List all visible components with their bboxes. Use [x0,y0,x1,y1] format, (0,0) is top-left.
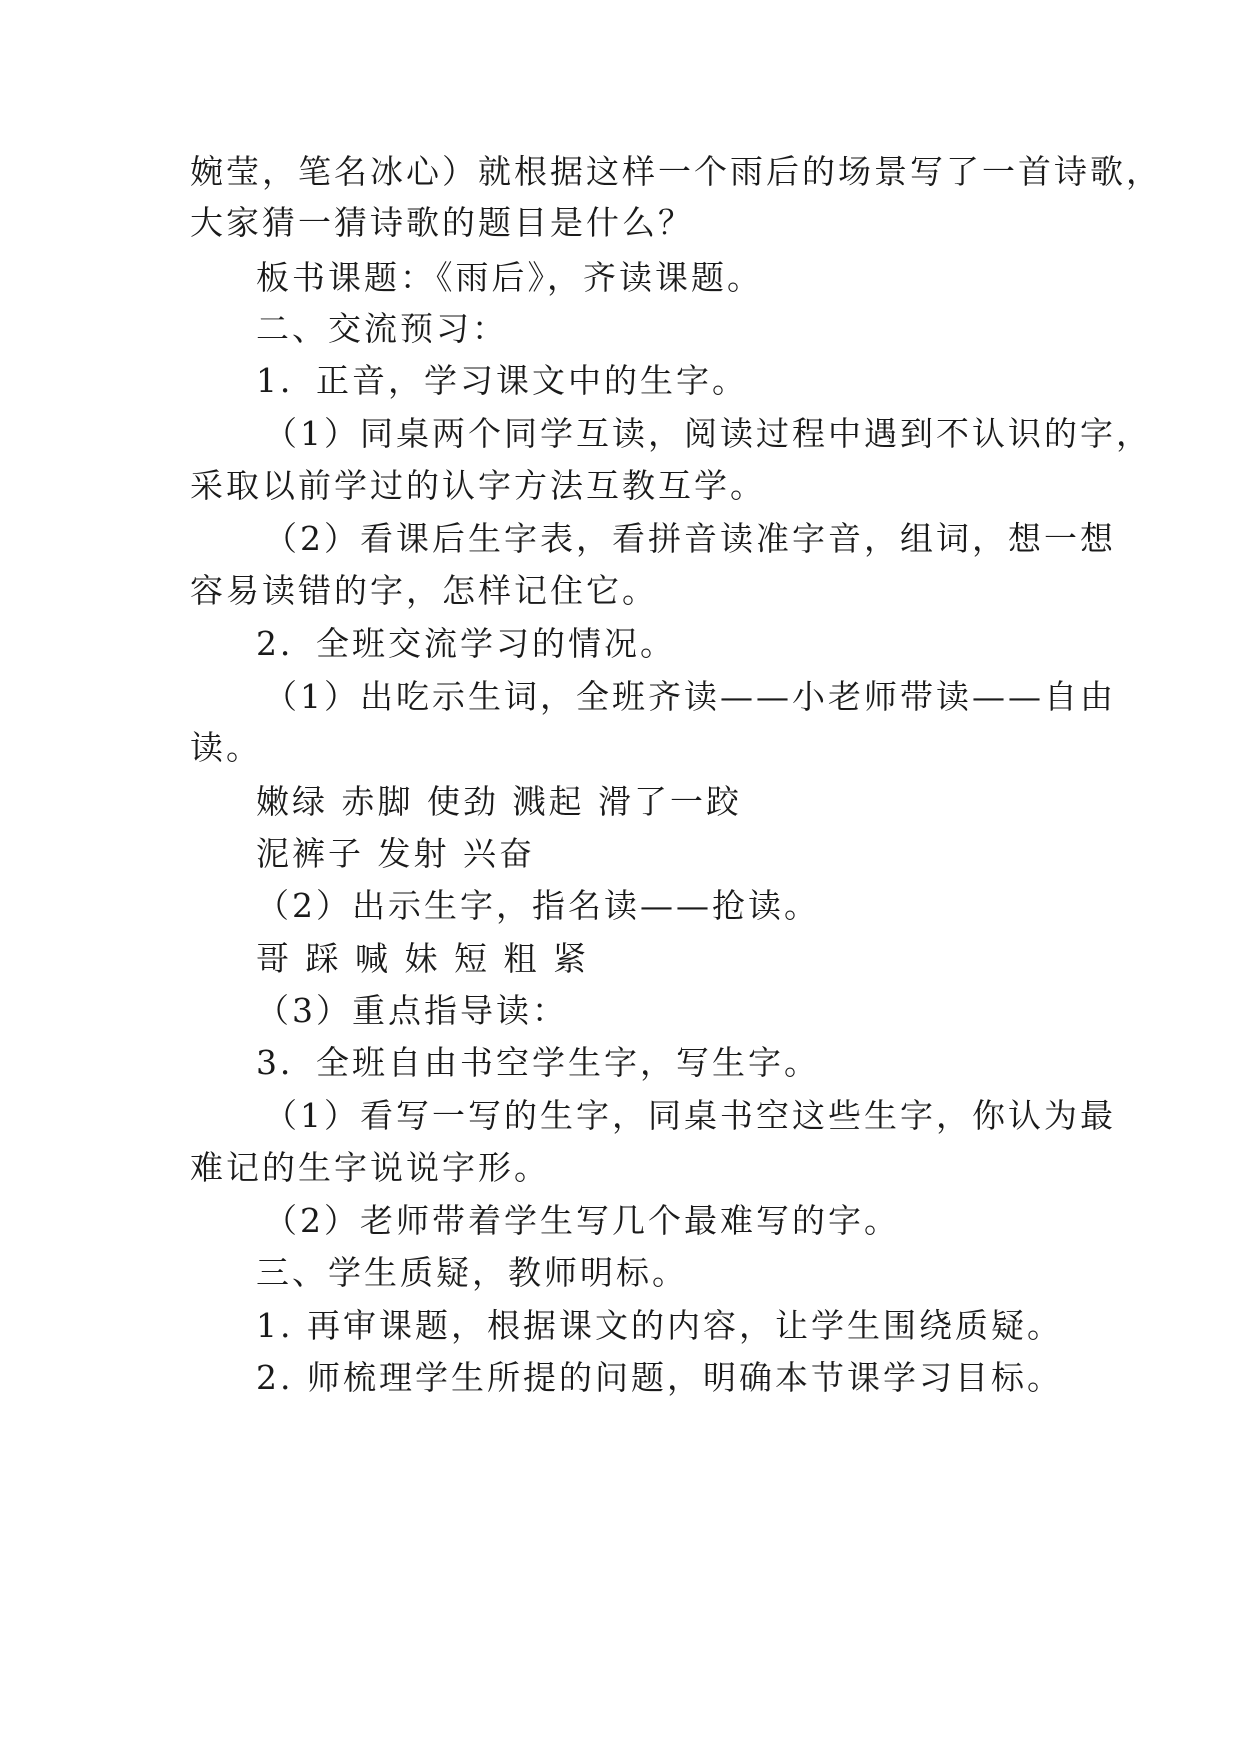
text-line: 采取以前学过的认字方法互教互学。 [190,466,766,505]
text-line: （3）重点指导读： [256,991,568,1030]
text-line: （1）同桌两个同学互读，阅读过程中遇到不认识的字， [264,414,1152,453]
text-line: （2）老师带着学生写几个最难写的字。 [264,1201,900,1240]
text-line: （1）看写一写的生字，同桌书空这些生字，你认为最 [264,1096,1116,1135]
text-line: 大家猜一猜诗歌的题目是什么？ [190,203,694,242]
text-line: （2）看课后生字表，看拼音读准字音，组词，想一想 [264,519,1116,558]
text-line: 板书课题：《雨后》，齐读课题。 [256,258,763,297]
text-line: 读。 [190,728,262,767]
text-line: （2）出示生字，指名读——抢读。 [256,886,820,925]
word-list: 泥裤子 发射 兴奋 [256,834,535,873]
text-line: （1）出吃示生词，全班齐读——小老师带读——自由 [264,677,1116,716]
text-line: 容易读错的字，怎样记住它。 [190,571,658,610]
text-line: 1. 再审课题，根据课文的内容，让学生围绕质疑。 [256,1306,1063,1345]
text-line: 2．全班交流学习的情况。 [256,624,676,663]
text-line: 难记的生字说说字形。 [190,1148,550,1187]
text-line: 1．正音，学习课文中的生字。 [256,361,748,400]
text-line: 婉莹，笔名冰心）就根据这样一个雨后的场景写了一首诗歌， [190,152,1162,191]
section-heading: 二、交流预习： [256,309,508,348]
character-list: 哥 踩 喊 妹 短 粗 紧 [256,939,589,978]
text-line: 3．全班自由书空学生字，写生字。 [256,1043,820,1082]
section-heading: 三、学生质疑，教师明标。 [256,1253,688,1292]
text-line: 2. 师梳理学生所提的问题，明确本节课学习目标。 [256,1358,1063,1397]
word-list: 嫩绿 赤脚 使劲 溅起 滑了一跤 [256,782,742,821]
